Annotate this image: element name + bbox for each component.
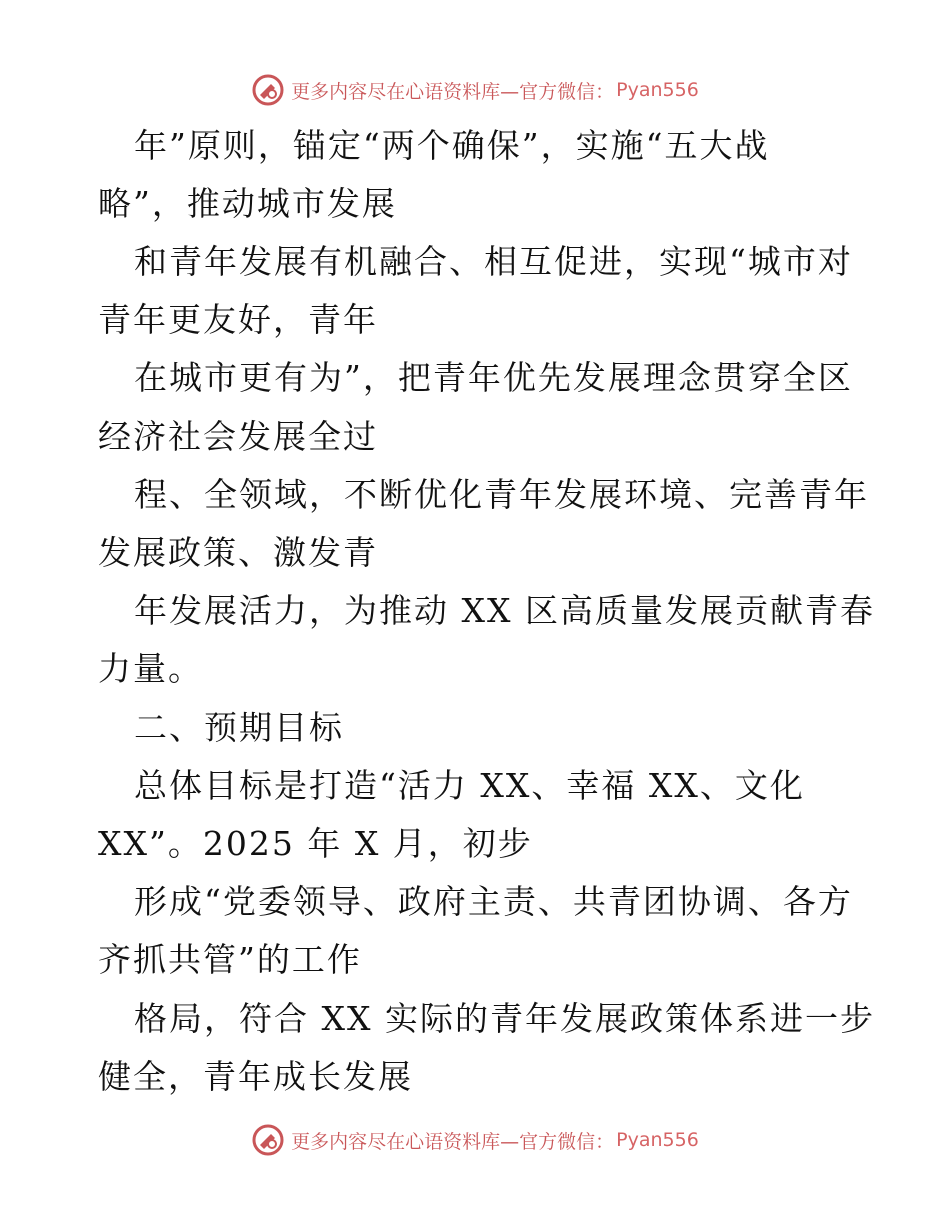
- section-heading: 二、预期目标: [134, 708, 344, 747]
- text-line: XX”。2025 年 X 月，初步: [98, 824, 533, 863]
- watermark-wechat-id: Pyan556: [616, 1129, 699, 1151]
- text-line: 经济社会发展全过: [98, 417, 378, 456]
- watermark-wechat-id: Pyan556: [616, 79, 699, 101]
- text-line: 和青年发展有机融合、相互促进，实现“城市对: [134, 242, 853, 281]
- watermark-text: 更多内容尽在心语资料库—官方微信：: [291, 1130, 615, 1153]
- text-line: 格局，符合 XX 实际的青年发展政策体系进一步: [134, 999, 875, 1038]
- text-line: 年”原则，锚定“两个确保”，实施“五大战: [134, 126, 770, 165]
- logo-icon: [251, 1123, 285, 1157]
- text-line: 发展政策、激发青: [98, 533, 378, 572]
- text-line: 力量。: [98, 649, 203, 688]
- footer-watermark: [0, 1122, 950, 1158]
- text-line: 形成“党委领导、政府主责、共青团协调、各方: [134, 882, 853, 921]
- text-line: 年发展活力，为推动 XX 区高质量发展贡献青春: [134, 591, 875, 630]
- header-watermark: [0, 72, 950, 108]
- logo-icon: [251, 73, 285, 107]
- text-line: 程、全领域，不断优化青年发展环境、完善青年: [134, 475, 869, 514]
- text-line: 在城市更有为”，把青年优先发展理念贯穿全区: [134, 358, 853, 397]
- text-line: 齐抓共管”的工作: [98, 940, 362, 979]
- text-line: 总体目标是打造“活力 XX、幸福 XX、文化: [134, 766, 805, 805]
- text-line: 略”，推动城市发展: [98, 184, 397, 223]
- text-line: 健全，青年成长发展: [98, 1057, 413, 1096]
- watermark-text: 更多内容尽在心语资料库—官方微信：: [291, 80, 615, 103]
- text-line: 青年更友好，青年: [98, 300, 378, 339]
